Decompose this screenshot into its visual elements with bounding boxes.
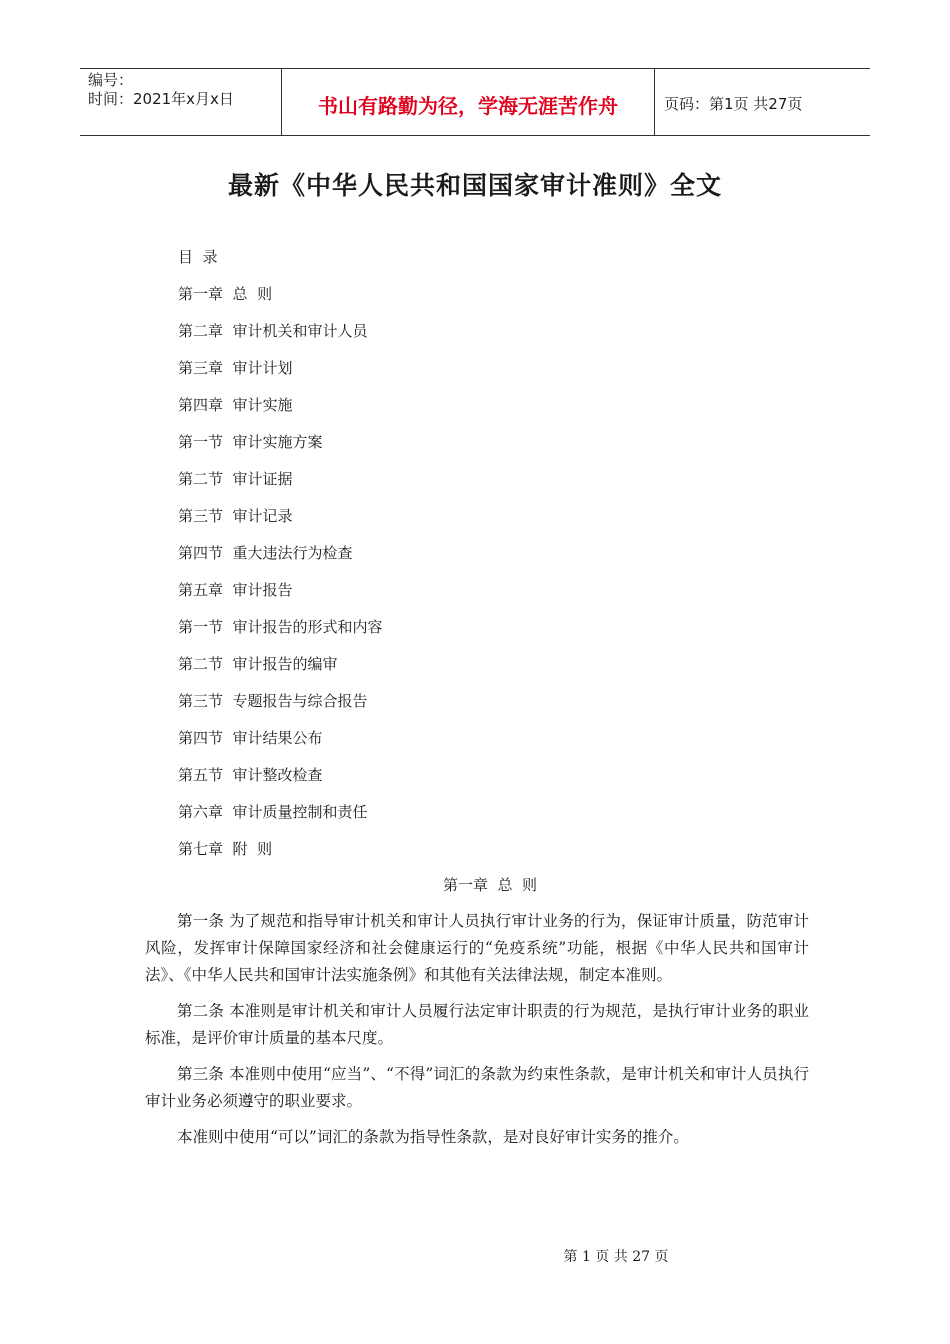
toc-item: 第二节 审计证据 bbox=[178, 470, 293, 488]
toc-item: 第一节 审计实施方案 bbox=[178, 433, 323, 451]
document-title: 最新《中华人民共和国国家审计准则》全文 bbox=[227, 171, 722, 200]
document-number-label: 编号： bbox=[88, 71, 134, 89]
toc-item: 第四节 审计结果公布 bbox=[178, 729, 323, 747]
toc-item: 第二节 审计报告的编审 bbox=[178, 655, 338, 673]
toc-item: 第三节 审计记录 bbox=[178, 507, 293, 525]
header-motto: 书山有路勤为径，学海无涯苦作舟 bbox=[282, 69, 655, 135]
toc-item: 目 录 bbox=[178, 248, 218, 266]
header-meta bbox=[80, 69, 282, 135]
toc-item: 第一节 审计报告的形式和内容 bbox=[178, 618, 383, 636]
article-paragraph: 本准则中使用“可以”词汇的条款为指导性条款，是对良好审计实务的推介。 bbox=[177, 1128, 689, 1146]
toc-item: 第三节 专题报告与综合报告 bbox=[178, 692, 368, 710]
toc-item: 第一章 总 则 bbox=[178, 285, 273, 303]
body-text bbox=[145, 908, 809, 1160]
toc-item: 第六章 审计质量控制和责任 bbox=[178, 803, 368, 821]
toc-item: 第五章 审计报告 bbox=[178, 581, 293, 599]
page-footer: 第 1 页 共 27 页 bbox=[563, 1249, 669, 1265]
document-time-label: 时间：2021年x月x日 bbox=[88, 90, 234, 108]
article-paragraph: 第二条 本准则是审计机关和审计人员履行法定审计职责的行为规范，是执行审计业务的职业标准，是评价审计质量的基本尺度。 bbox=[145, 1002, 809, 1047]
toc-item: 第二章 审计机关和审计人员 bbox=[178, 322, 368, 340]
header-page-info: 页码：第1页 共27页 bbox=[664, 94, 803, 113]
table-of-contents bbox=[178, 246, 383, 875]
toc-item: 第七章 附 则 bbox=[178, 840, 273, 858]
toc-item: 第三章 审计计划 bbox=[178, 359, 293, 377]
header-table bbox=[80, 68, 870, 136]
article-paragraph: 第三条 本准则中使用“应当”、“不得”词汇的条款为约束性条款，是审计机关和审计人员执行审计业务必须遵守的职业要求。 bbox=[145, 1065, 809, 1110]
article-paragraph: 第一条 为了规范和指导审计机关和审计人员执行审计业务的行为，保证审计质量，防范审计风险，发挥审计保障国家经济和社会健康运行的“免疫系统”功能，根据《中华人民共和国审计法》、《中华人民共和国审计法实施条例》和其他有关法律法规，制定本准则。 bbox=[145, 912, 809, 984]
chapter-heading: 第一章 总 则 bbox=[442, 876, 538, 894]
toc-item: 第四节 重大违法行为检查 bbox=[178, 544, 353, 562]
toc-item: 第五节 审计整改检查 bbox=[178, 766, 323, 784]
toc-item: 第四章 审计实施 bbox=[178, 396, 293, 414]
